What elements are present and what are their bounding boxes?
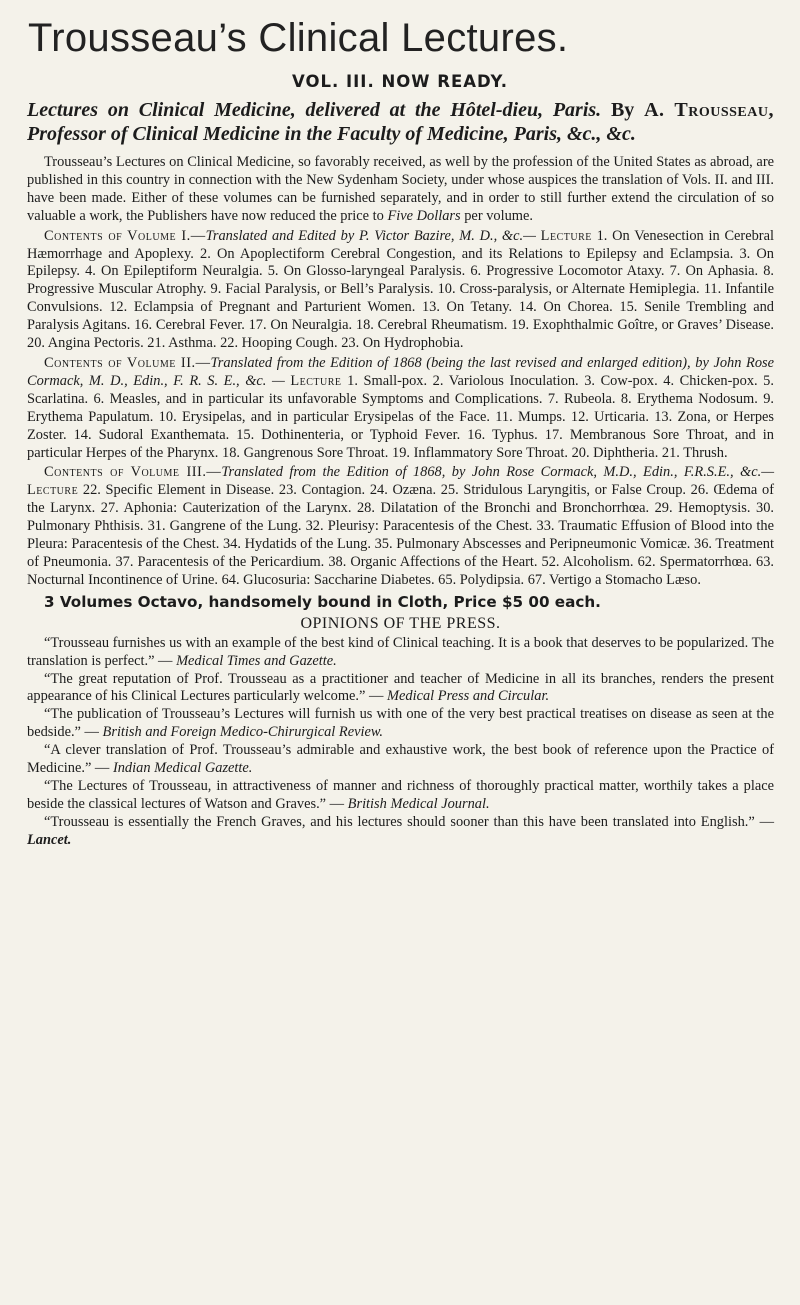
volume-note: VOL. III. NOW READY.	[292, 72, 508, 91]
volume1-lecture-label: Lecture	[540, 227, 592, 244]
review-quote: “The great reputation of Prof. Trousseau as a practitioner and teacher of Medicine in all its branches, renders the present appearance of his Clinical Lectures particularly welcome.” —	[27, 670, 774, 705]
page-title: Trousseau’s Clinical Lectures.	[28, 16, 569, 60]
review-source: Medical Times and Gazette.	[176, 652, 337, 669]
volume1-label: Contents of Volume I.—	[44, 227, 206, 244]
review-2	[27, 671, 774, 707]
review-3	[27, 706, 774, 742]
review-source: Lancet.	[27, 831, 72, 848]
review-source: British and Foreign Medico-Chirurgical Review.	[102, 724, 383, 741]
headline-author: A. Trousseau,	[644, 99, 774, 121]
headline-professor: Professor of Clinical Medicine in the Faculty of Medicine, Paris, &c., &c.	[27, 123, 636, 145]
volumes-price-line: 3 Volumes Octavo, handsomely bound in Cloth, Price $5 00 each.	[44, 592, 601, 611]
volume2-lectures: 1. Small-pox. 2. Variolous Inoculation. 3. Cow-pox. 4. Chicken-pox. 5. Scarlatina. 6. Measles, and in particular its unfavorable Symptoms and Complications. 7. Rubeola. 8. Erythema Nodosum. 9. Erythema Papulatum. 10. Erysipelas, and in particular Erysipelas of the Face. 11. Mumps. 12. Urticaria. 13. Zona, or Herpes Zoster. 14. Sudoral Exanthemata. 15. Dothinenteria, or Typhoid Fever. 16. Typhus. 17. Membranous Sore Throat, and in particular Herpes of the Pharynx. 18. Gangrenous Sore Throat. 19. Inflammatory Sore Throat. 20. Diphtheria. 21. Thrush.	[27, 372, 774, 461]
intro-price: Five Dollars	[387, 207, 461, 224]
intro-end: per volume.	[464, 207, 533, 224]
volume3-lecture-label: Lecture	[27, 482, 79, 499]
review-4	[27, 742, 774, 778]
intro-text: Trousseau’s Lectures on Clinical Medicine, so favorably received, as well by the profession of the United States as abroad, are published in this country in connection with the New Sydenham Society, under whose auspices the translation of Vols. II. and III. have been made. Either of these volumes can be furnished separately, and in order to still further extend the circulation of so valuable a work, the Publishers have now reduced the price to	[27, 154, 774, 224]
document-body	[27, 98, 774, 850]
volume2-label: Contents of Volume II.—	[44, 354, 211, 371]
volume1-editor: Translated and Edited by P. Victor Bazire, M. D., &c.—	[205, 227, 536, 244]
volume1-lectures: 1. On Venesection in Cerebral Hæmorrhage and Apoplexy. 2. On Apoplectiform Cerebral Congestion, and its Relations to Epilepsy and Eclampsia. 3. On Epilepsy. 4. On Epileptiform Neuralgia. 5. On Glosso-laryngeal Paralysis. 6. Progressive Locomotor Ataxy. 7. On Aphasia. 8. Progressive Muscular Atrophy. 9. Facial Paralysis, or Bell’s Paralysis. 10. Cross-paralysis, or Alternate Hemiplegia. 11. Infantile Convulsions. 12. Eclampsia of Pregnant and Parturient Women. 13. On Tetany. 14. On Chorea. 15. Senile Trembling and Paralysis Agitans. 16. Cerebral Fever. 17. On Neuralgia. 18. Cerebral Rheumatism. 19. Exophthalmic Goître, or Graves’ Disease. 20. Angina Pectoris. 21. Asthma. 22. Hooping Cough. 23. On Hydrophobia.	[27, 227, 774, 352]
volume3-editor: Translated from the Edition of 1868, by John Rose Cormack, M.D., Edin., F.R.S.E., &c.—	[221, 464, 774, 481]
review-quote: “Trousseau furnishes us with an example of the best kind of Clinical teaching. It is a book that deserves to be popularized. The translation is perfect.” —	[27, 634, 774, 669]
headline-title: Lectures on Clinical Medicine, delivered at the Hôtel-dieu, Paris.	[27, 99, 602, 121]
volume2-editor: Translated from the Edition of 1868 (being the last revised and enlarged edition), by John Rose Cormack, M. D., Edin., F. R. S. E., &c. —	[27, 354, 775, 389]
review-quote: “The publication of Trousseau’s Lectures will furnish us with one of the very best practical treatises on disease as seen at the bedside.” —	[27, 706, 774, 741]
volume3-label: Contents of Volume III.—	[44, 464, 222, 481]
review-source: Indian Medical Gazette.	[112, 760, 253, 777]
volume3-contents	[27, 464, 774, 589]
opinions-heading: OPINIONS OF THE PRESS.	[300, 614, 501, 632]
volume1-contents	[27, 228, 774, 353]
review-5	[27, 778, 774, 814]
volume2-lecture-label: Lecture	[290, 372, 342, 389]
review-source: Medical Press and Circular.	[387, 688, 550, 705]
review-source: British Medical Journal.	[347, 795, 490, 812]
review-quote: “Trousseau is essentially the French Graves, and his lectures should sooner than this have been translated into English.” —	[44, 813, 774, 830]
volume3-lectures: 22. Specific Element in Disease. 23. Contagion. 24. Ozæna. 25. Stridulous Laryngitis, or False Croup. 26. Œdema of the Larynx. 27. Aphonia: Cauterization of the Larynx. 28. Dilatation of the Bronchi and Bronchorrhœa. 29. Hemoptysis. 30. Pulmonary Phthisis. 31. Gangrene of the Lung. 32. Pleurisy: Paracentesis of the Chest. 33. Traumatic Effusion of Blood into the Pleura: Paracentesis of the Chest. 34. Hydatids of the Lung. 35. Pulmonary Abscesses and Peripneumonic Vomicæ. 36. Treatment of Pneumonia. 37. Paracentesis of the Pericardium. 38. Organic Affections of the Heart. 52. Alcoholism. 62. Spermatorrhœa. 63. Nocturnal Incontinence of Urine. 64. Glucosuria: Saccharine Diabetes. 65. Polydipsia. 67. Vertigo a Stomacho Læso.	[27, 482, 774, 588]
review-quote: “A clever translation of Prof. Trousseau’s admirable and exhaustive work, the best book of reference upon the Practice of Medicine.” —	[27, 742, 774, 777]
headline-by: By	[610, 99, 635, 121]
review-1	[27, 635, 774, 671]
intro-paragraph	[27, 154, 774, 226]
review-6	[27, 814, 774, 850]
volume2-contents	[27, 355, 774, 462]
headline	[27, 98, 774, 146]
review-quote: “The Lectures of Trousseau, in attractiveness of manner and richness of thoroughly practical matter, worthily takes a place beside the classical lectures of Watson and Graves.” —	[27, 778, 774, 812]
